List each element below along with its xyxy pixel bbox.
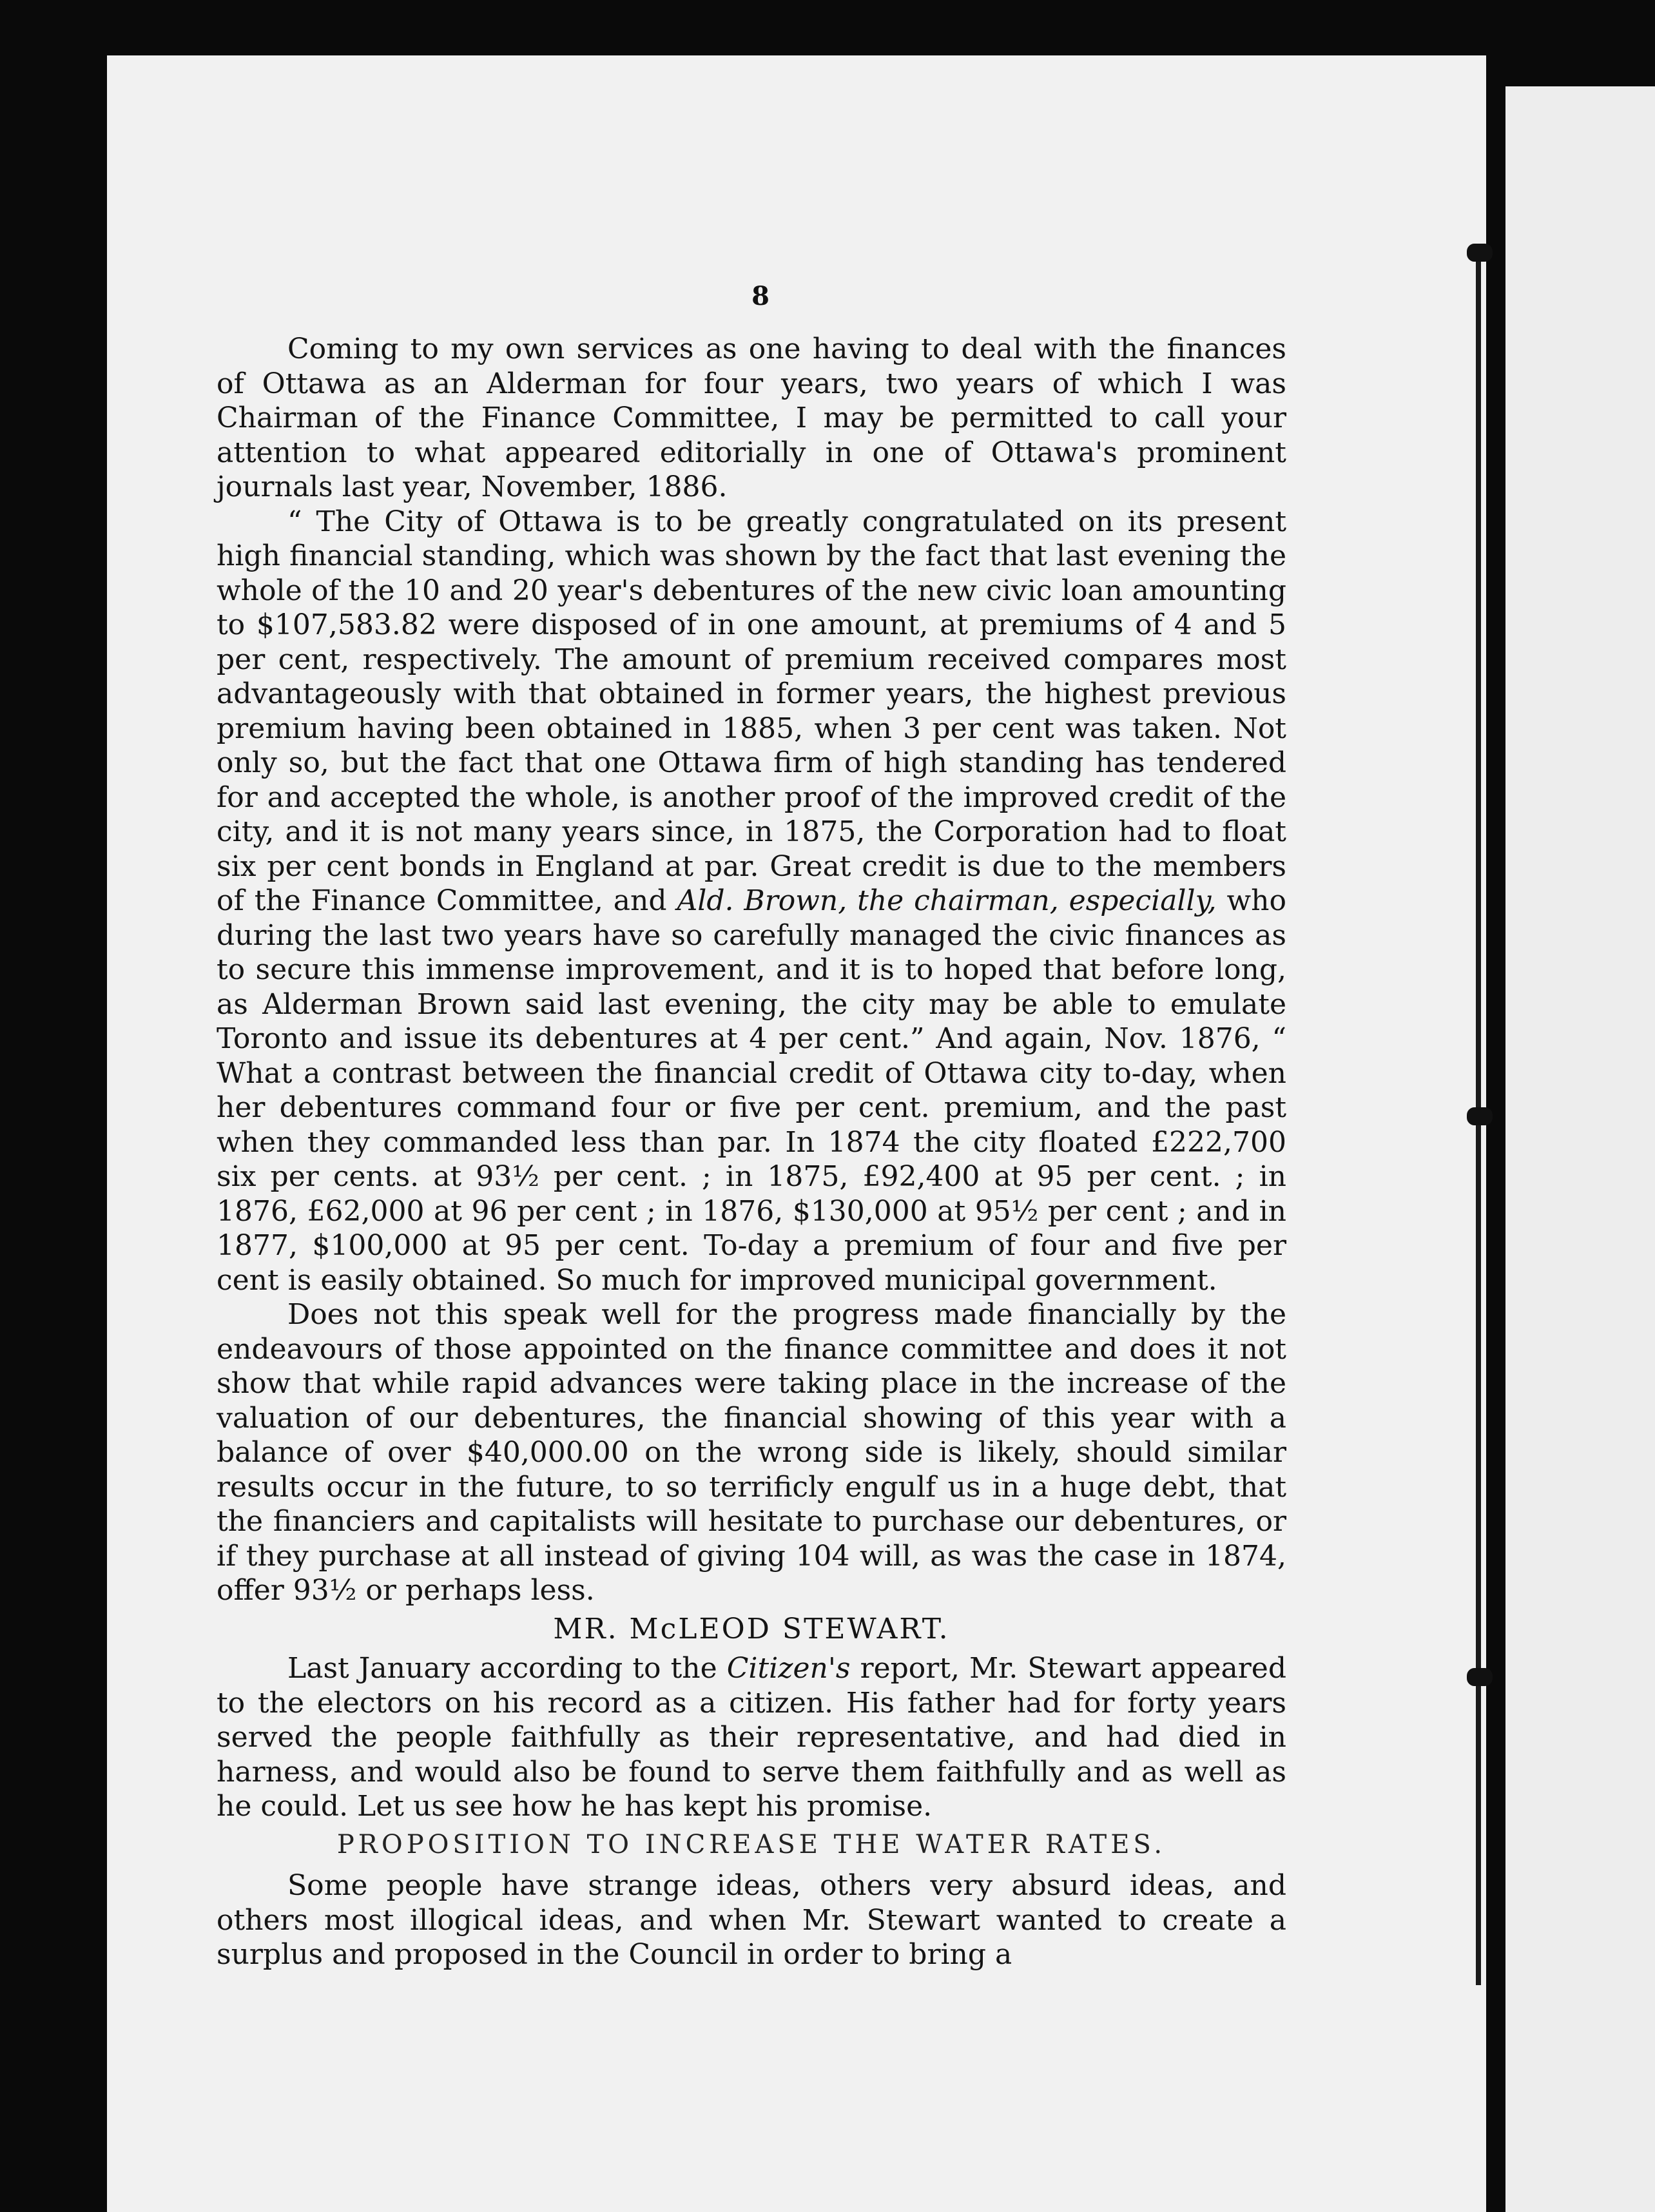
paragraph: Coming to my own services as one having to deal with the finances of Ottawa as an Alderman for four years, two years of which I was Chairman of the Finance Committee, I may be permitted to call your attention to what appeared editorially in one of Ottawa's prominent journals last year, November, 1886.: [217, 333, 1286, 503]
paragraph: [217, 1651, 1286, 1824]
section-heading: MR. McLEOD STEWART.: [553, 1612, 950, 1645]
quote-text: “ The City of Ottawa is to be greatly congratulated on its present high financial standing, which was shown by the fact that last evening the whole of the 10 and 20 year's debentures of the new civic loan amounting to $107,583.82 were disposed of in one amount, at premiums of 4 and 5 per cent, respectively. The amount of premium received compares most advantageously with that obtained in former years, the highest previous premium having been obtained in 1885, when 3 per cent was taken. Not only so, but the fact that one Ottawa firm of high standing has tendered for and accepted the whole, is another proof of the improved credit of the city, and it is not many years since, in 1875, the Corporation had to float six per cent bonds in England at par. Great credit is due to the members of the Finance Committee, and: [217, 505, 1286, 917]
paragraph-quote: [217, 505, 1286, 1298]
paragraph: Does not this speak well for the progress made financially by the endeavours of those appointed on the finance committee and does it not show that while rapid advances were taking place in the increase of the valuation of our debentures, the financial showing of this year with a balance of over $40,000.00 on the wrong side is likely, should similar results occur in the future, to so terrificly engulf us in a huge debt, that the financiers and capitalists will hesitate to purchase our debentures, or if they purchase at all instead of giving 104 will, as was the case in 1874, offer 93½ or perhaps less.: [217, 1298, 1286, 1607]
paragraph-text-end: report, Mr. Stewart appeared to the electors on his record as a citizen. His father had for forty years served the people faithfully as their representative, and had died in harness, and would also be found to serve them faithfully and as well as he could. Let us see how he has kept his promise.: [217, 1652, 1287, 1823]
paragraph: Some people have strange ideas, others very absurd ideas, and others most illogical ideas, and when Mr. Stewart wanted to create a surplus and proposed in the Council in order to bring a: [217, 1869, 1286, 1971]
section-heading: PROPOSITION TO INCREASE THE WATER RATES.: [336, 1829, 1166, 1859]
quote-italic: Ald. Brown, the chairman, especially,: [677, 884, 1217, 917]
binding-stitch: [1467, 244, 1493, 262]
paragraph-text: Last January according to the: [287, 1652, 727, 1685]
binding-stitch: [1467, 1668, 1493, 1686]
binding-stitch: [1467, 1107, 1493, 1125]
paragraph-italic: Citizen's: [726, 1652, 851, 1685]
right-page-edge: [1505, 86, 1655, 2212]
quote-text-end: who during the last two years have so carefully managed the civic finances as to secure this immense improvement, and it is to hoped that before long, as Alderman Brown said last evening, the city may be able to emulate Toronto and issue its debentures at 4 per cent.” And again, Nov. 1876, “ What a contrast between the financial credit of Ottawa city to-day, when her debentures command four or five per cent. premium, and the past when they commanded less than par. In 1874 the city floated £222,700 six per cents. at 93½ per cent. ; in 1875, £92,400 at 95 per cent. ; in 1876, £62,000 at 96 per cent ; in 1876, $130,000 at 95½ per cent ; and in 1877, $100,000 at 95 per cent. To-day a premium of four and five per cent is easily obtained. So much for improved municipal government.: [217, 884, 1286, 1297]
page-number: 8: [751, 281, 769, 311]
body-text: [217, 332, 1286, 1972]
